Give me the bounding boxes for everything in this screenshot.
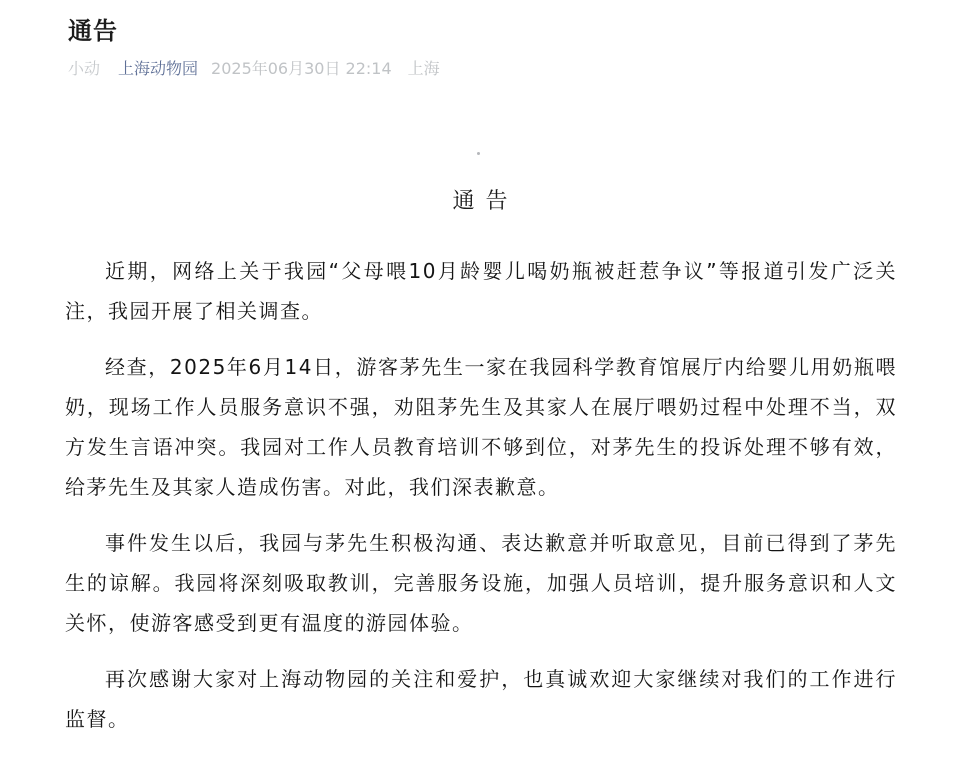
image-speck: [477, 152, 480, 155]
publish-datetime: 2025年06月30日 22:14: [211, 59, 392, 78]
notice-body: [65, 187, 897, 739]
publish-location: 上海: [407, 59, 440, 78]
byline-author: 小动: [68, 59, 101, 78]
notice-heading: 通 告: [452, 189, 510, 214]
source-account-link[interactable]: 上海动物园: [118, 59, 199, 78]
article-header: [0, 0, 962, 79]
notice-paragraph-3: 事件发生以后，我园与茅先生积极沟通、表达歉意并听取意见，目前已得到了茅先生的谅解。我园将深刻吸取教训，完善服务设施，加强人员培训，提升服务意识和人文关怀，使游客感受到更有温度的游园体验。: [65, 531, 897, 635]
notice-paragraph-4: 再次感谢大家对上海动物园的关注和爱护，也真诚欢迎大家继续对我们的工作进行监督。: [65, 667, 897, 731]
notice-paragraph-1: 近期，网络上关于我园“父母喂10月龄婴儿喝奶瓶被赶惹争议”等报道引发广泛关注，我园开展了相关调查。: [65, 259, 897, 323]
page-title: 通告: [68, 17, 118, 45]
byline: [68, 59, 962, 79]
notice-paragraph-2: 经查，2025年6月14日，游客茅先生一家在我园科学教育馆展厅内给婴儿用奶瓶喂奶，现场工作人员服务意识不强，劝阻茅先生及其家人在展厅喂奶过程中处理不当，双方发生言语冲突。我园对工作人员教育培训不够到位，对茅先生的投诉处理不够有效，给茅先生及其家人造成伤害。对此，我们深表歉意。: [65, 355, 897, 499]
